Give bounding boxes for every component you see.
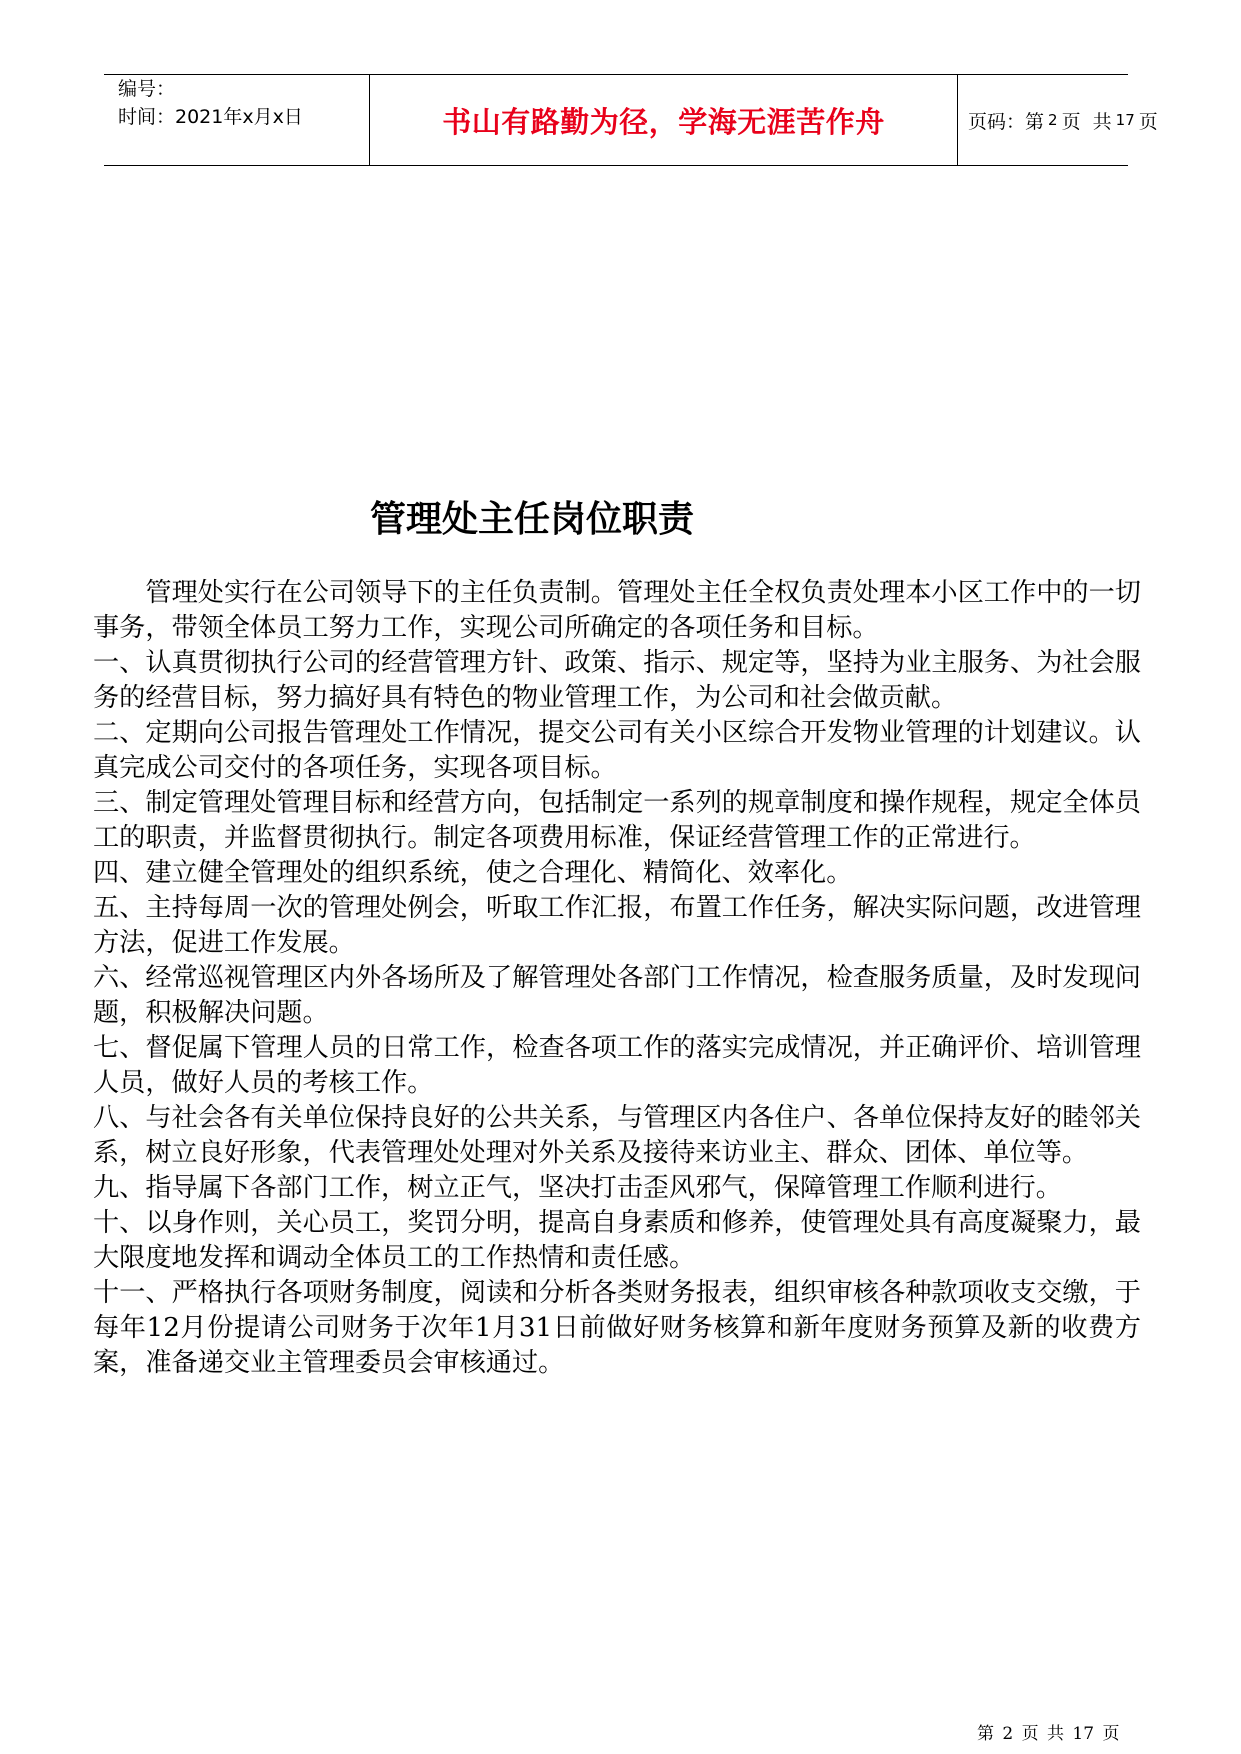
duty-item-4: 四、建立健全管理处的组织系统，使之合理化、精简化、效率化。 [93,858,853,888]
duty-item-11: 十一、严格执行各项财务制度，阅读和分析各类财务报表，组织审核各种款项收支交缴，于每年12月份提请公司财务于次年1月31日前做好财务核算和新年度财务预算及新的收费方案，准备递交业主管理委员会审核通过。 [93,1278,1141,1378]
duty-item-7: 七、督促属下管理人员的日常工作，检查各项工作的落实完成情况，并正确评价、培训管理人员，做好人员的考核工作。 [93,1033,1141,1098]
page-suffix: 页 [1138,110,1158,133]
duty-item-3: 三、制定管理处管理目标和经营方向，包括制定一系列的规章制度和操作规程，规定全体员工的职责，并监督贯彻执行。制定各项费用标准，保证经营管理工作的正常进行。 [93,788,1141,853]
page-prefix: 页码：第 [968,110,1045,133]
page-header [104,74,1158,166]
document-body [93,576,1141,1381]
document-number-label: 编号： [118,78,176,100]
page-mid: 页 共 [1061,110,1112,133]
duty-item-8: 八、与社会各有关单位保持良好的公共关系，与管理区内各住户、各单位保持友好的睦邻关系，树立良好形象，代表管理处处理对外关系及接待来访业主、群众、团体、单位等。 [93,1103,1141,1168]
duty-item-5: 五、主持每周一次的管理处例会，听取工作汇报，布置工作任务，解决实际问题，改进管理方法，促进工作发展。 [93,893,1141,958]
intro-paragraph: 管理处实行在公司领导下的主任负责制。管理处主任全权负责处理本小区工作中的一切事务，带领全体员工努力工作，实现公司所确定的各项任务和目标。 [93,578,1141,643]
header-motto-cell [370,75,958,165]
page-total: 17 [1115,111,1135,129]
header-motto: 书山有路勤为径，学海无涯苦作舟 [442,104,885,139]
header-meta [104,75,370,165]
duty-item-2: 二、定期向公司报告管理处工作情况，提交公司有关小区综合开发物业管理的计划建议。认真完成公司交付的各项任务，实现各项目标。 [93,718,1141,783]
page-footer: 第 2 页 共 17 页 [977,1724,1120,1744]
document-title: 管理处主任岗位职责 [369,499,694,540]
page-current: 2 [1048,111,1058,129]
duty-item-1: 一、认真贯彻执行公司的经营管理方针、政策、指示、规定等，坚持为业主服务、为社会服务的经营目标，努力搞好具有特色的物业管理工作，为公司和社会做贡献。 [93,648,1141,713]
duty-item-6: 六、经常巡视管理区内外各场所及了解管理处各部门工作情况，检查服务质量，及时发现问题，积极解决问题。 [93,963,1141,1028]
duty-item-10: 十、以身作则，关心员工，奖罚分明，提高自身素质和修养，使管理处具有高度凝聚力，最大限度地发挥和调动全体员工的工作热情和责任感。 [93,1208,1141,1273]
duty-item-9: 九、指导属下各部门工作，树立正气，坚决打击歪风邪气，保障管理工作顺利进行。 [93,1173,1062,1203]
header-page-number [958,75,1158,165]
document-time-label: 时间：2021年x月x日 [118,106,303,128]
